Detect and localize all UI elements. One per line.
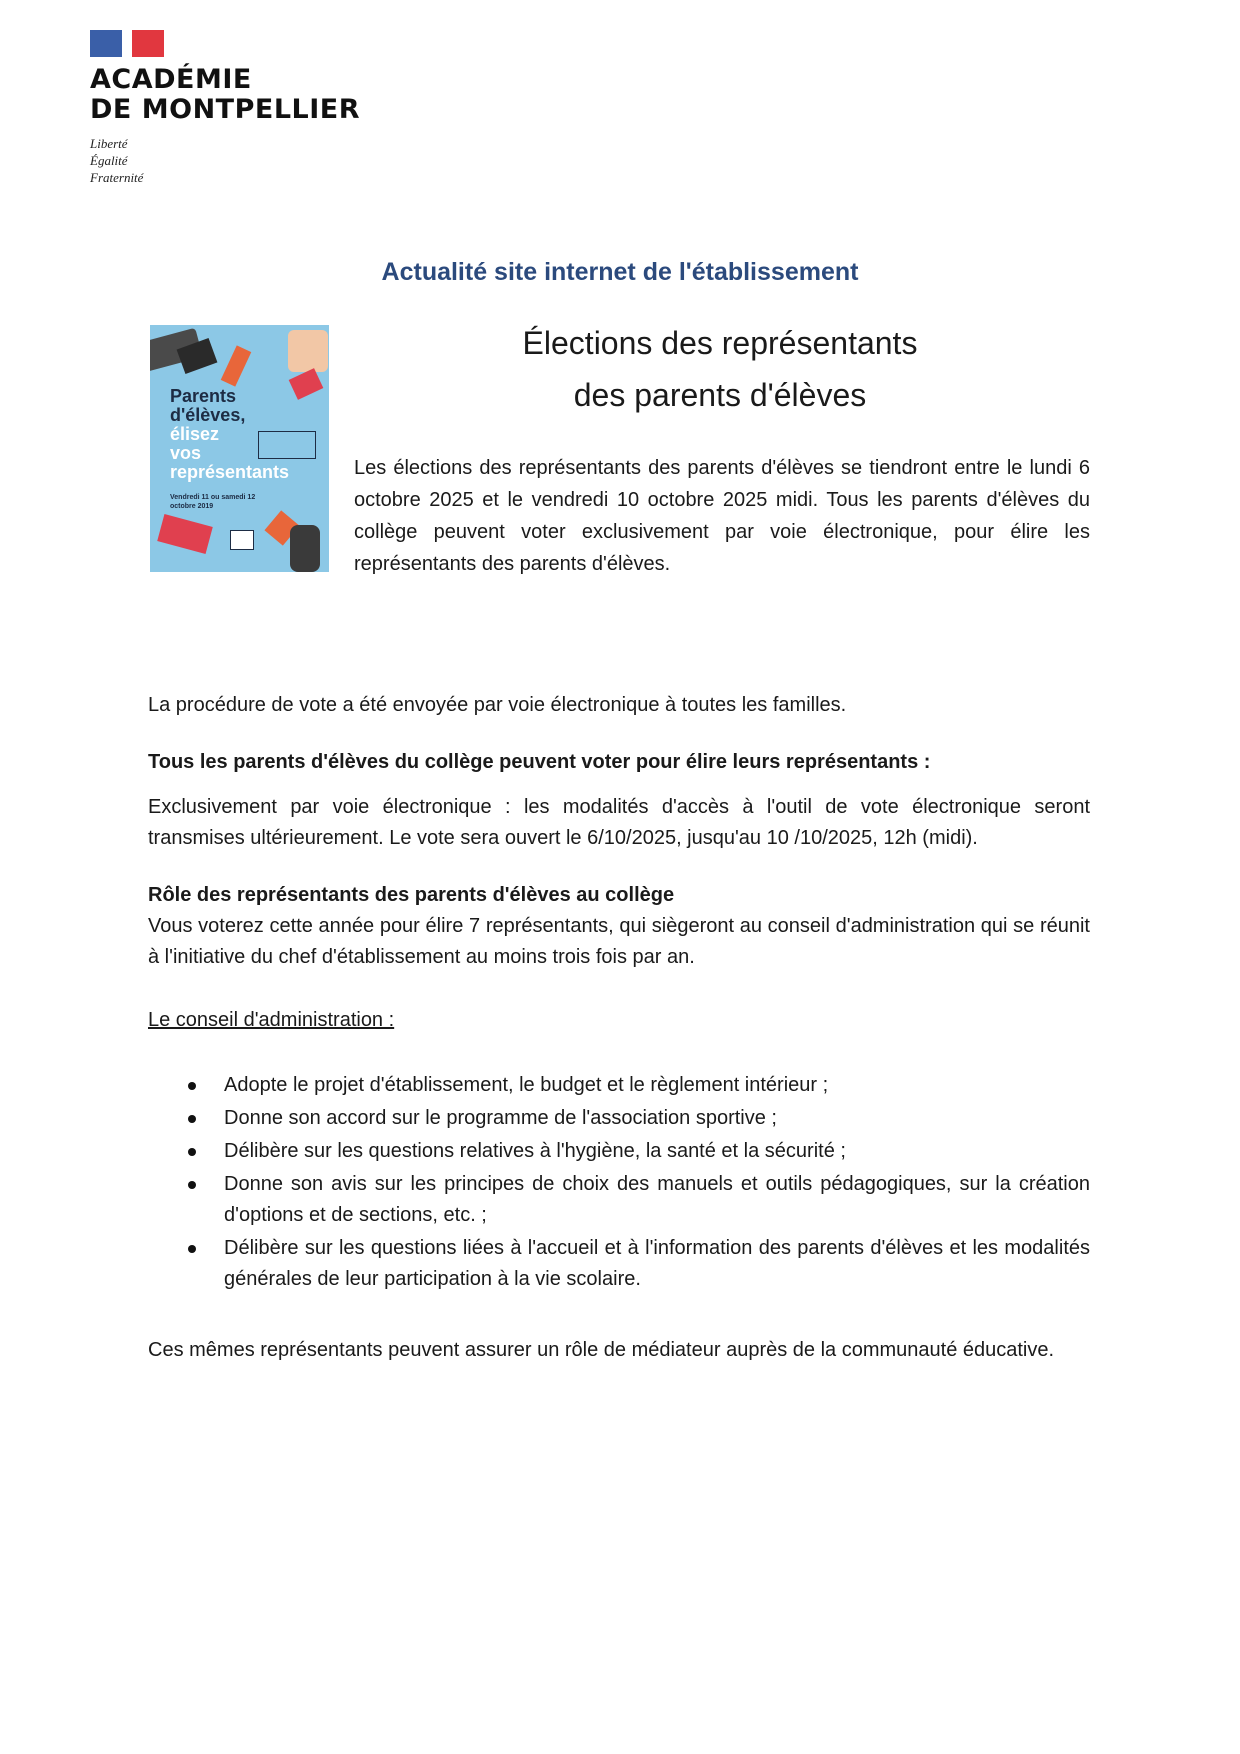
procedure-paragraph: La procédure de vote a été envoyée par voie électronique à toutes les familles. — [148, 694, 847, 716]
intro-paragraph: Les élections des représentants des parents d'élèves se tiendront entre le lundi 6 octobre 2025 et le vendredi 10 octobre 2025 midi. Tous les parents d'élèves du collège peuvent voter exclusivement par voie électronique, pour élire les représentants des parents d'élèves. — [354, 457, 1090, 575]
role-heading: Rôle des représentants des parents d'élèves au collège — [148, 884, 675, 906]
conseil-list — [148, 1070, 1090, 1297]
conseil-heading: Le conseil d'administration : — [148, 1009, 395, 1031]
electronic-vote-paragraph: Exclusivement par voie électronique : les modalités d'accès à l'outil de vote électronique seront transmises ultérieurement. Le vote sera ouvert le 6/10/2025, jusqu'au 10 /10/2025, 12h (midi). — [148, 796, 1090, 849]
bullet-icon — [188, 1148, 196, 1156]
list-item: Délibère sur les questions relatives à l'hygiène, la santé et la sécurité ; — [148, 1136, 1090, 1167]
list-item: Donne son avis sur les principes de choix des manuels et outils pédagogiques, sur la création d'options et de sections, etc. ; — [148, 1169, 1090, 1231]
bullet-icon — [188, 1245, 196, 1253]
academie-logo — [90, 30, 360, 186]
poster-date: Vendredi 11 ou samedi 12 octobre 2019 — [170, 494, 256, 510]
academie-name: ACADÉMIE DE MONTPELLIER — [90, 64, 361, 125]
bullet-icon — [188, 1082, 196, 1090]
site-heading: Actualité site internet de l'établissement — [381, 258, 859, 286]
list-item: Adopte le projet d'établissement, le budget et le règlement intérieur ; — [148, 1070, 1090, 1101]
list-item: Délibère sur les questions liées à l'accueil et à l'information des parents d'élèves et les modalités générales de leur participation à la vie scolaire. — [148, 1233, 1090, 1295]
page-title: Élections des représentants des parents d'élèves — [522, 325, 918, 413]
french-flag-icon — [90, 30, 164, 57]
bullet-icon — [188, 1115, 196, 1123]
role-paragraph: Vous voterez cette année pour élire 7 représentants, qui siègeront au conseil d'administration qui se réunit à l'initiative du chef d'établissement au moins trois fois par an. — [148, 915, 1090, 968]
poster-text: Parents d'élèves, élisez vos représentants — [170, 386, 290, 482]
closing-paragraph: Ces mêmes représentants peuvent assurer un rôle de médiateur auprès de la communauté éducative. — [148, 1339, 1055, 1361]
election-poster — [150, 325, 329, 572]
all-parents-heading: Tous les parents d'élèves du collège peuvent voter pour élire leurs représentants : — [148, 751, 931, 773]
list-item: Donne son accord sur le programme de l'association sportive ; — [148, 1103, 1090, 1134]
bullet-icon — [188, 1181, 196, 1189]
devise: Liberté Égalité Fraternité — [90, 136, 144, 185]
